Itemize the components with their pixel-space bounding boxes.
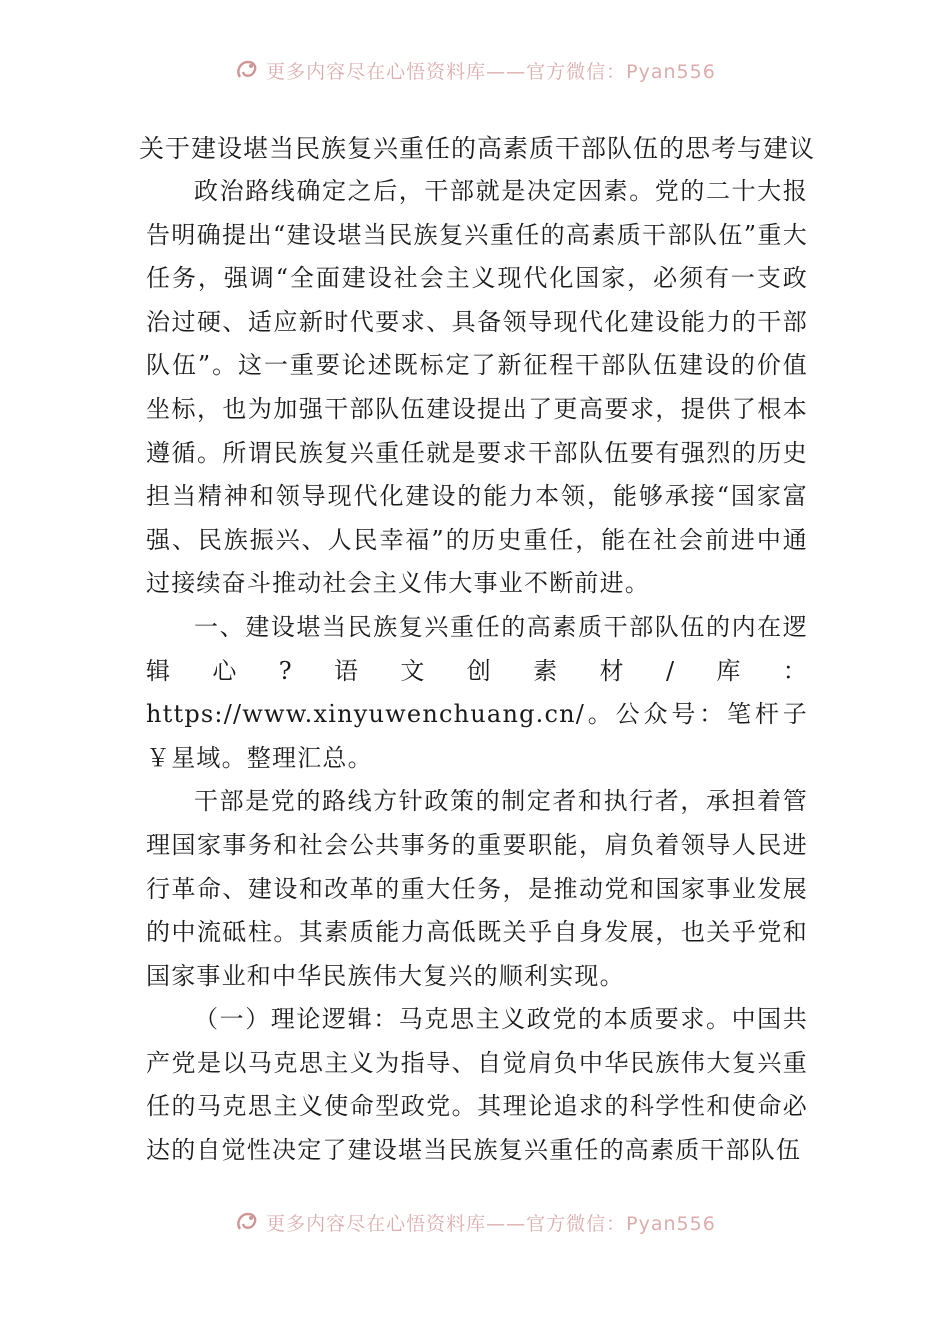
watermark-footer [0,1204,950,1240]
brand-logo-icon [234,1209,260,1235]
watermark-text: 更多内容尽在心悟资料库——官方微信：Pyan556 [266,60,716,83]
paragraph: （一）理论逻辑：马克思主义政党的本质要求。中国共产党是以马克思主义为指导、自觉肩负中华民族伟大复兴重任的马克思主义使命型政党。其理论追求的科学性和使命必达的自觉性决定了建设堪当民族复兴重任的高素质干部队伍 [146,1005,808,1165]
watermark-header [0,52,950,88]
paragraph: 干部是党的路线方针政策的制定者和执行者，承担着管理国家事务和社会公共事务的重要职能，肩负着领导人民进行革命、建设和改革的重大任务，是推动党和国家事业发展的中流砥柱。其素质能力高低既关乎自身发展，也关乎党和国家事业和中华民族伟大复兴的顺利实现。 [146,787,808,990]
brand-logo-icon [234,57,260,83]
paragraph: 政治路线确定之后，干部就是决定因素。党的二十大报告明确提出“建设堪当民族复兴重任的高素质干部队伍”重大任务，强调“全面建设社会主义现代化国家，必须有一支政治过硬、适应新时代要求、具备领导现代化建设能力的干部队伍”。这一重要论述既标定了新征程干部队伍建设的价值坐标，也为加强干部队伍建设提出了更高要求，提供了根本遵循。所谓民族复兴重任就是要求干部队伍要有强烈的历史担当精神和领导现代化建设的能力本领，能够承接“国家富强、民族振兴、人民幸福”的历史重任，能在社会前进中通过接续奋斗推动社会主义伟大事业不断前进。 [146,177,808,598]
document-title: 关于建设堪当民族复兴重任的高素质干部队伍的思考与建议 [138,134,815,163]
document-body [138,128,815,1173]
watermark-text: 更多内容尽在心悟资料库——官方微信：Pyan556 [266,1212,716,1235]
section-heading-paragraph: 一、建设堪当民族复兴重任的高素质干部队伍的内在逻辑心?语文创素材/库：https://www.xinyuwenchuang.cn/。公众号：笔杆子￥星域。整理汇总。 [146,612,808,772]
